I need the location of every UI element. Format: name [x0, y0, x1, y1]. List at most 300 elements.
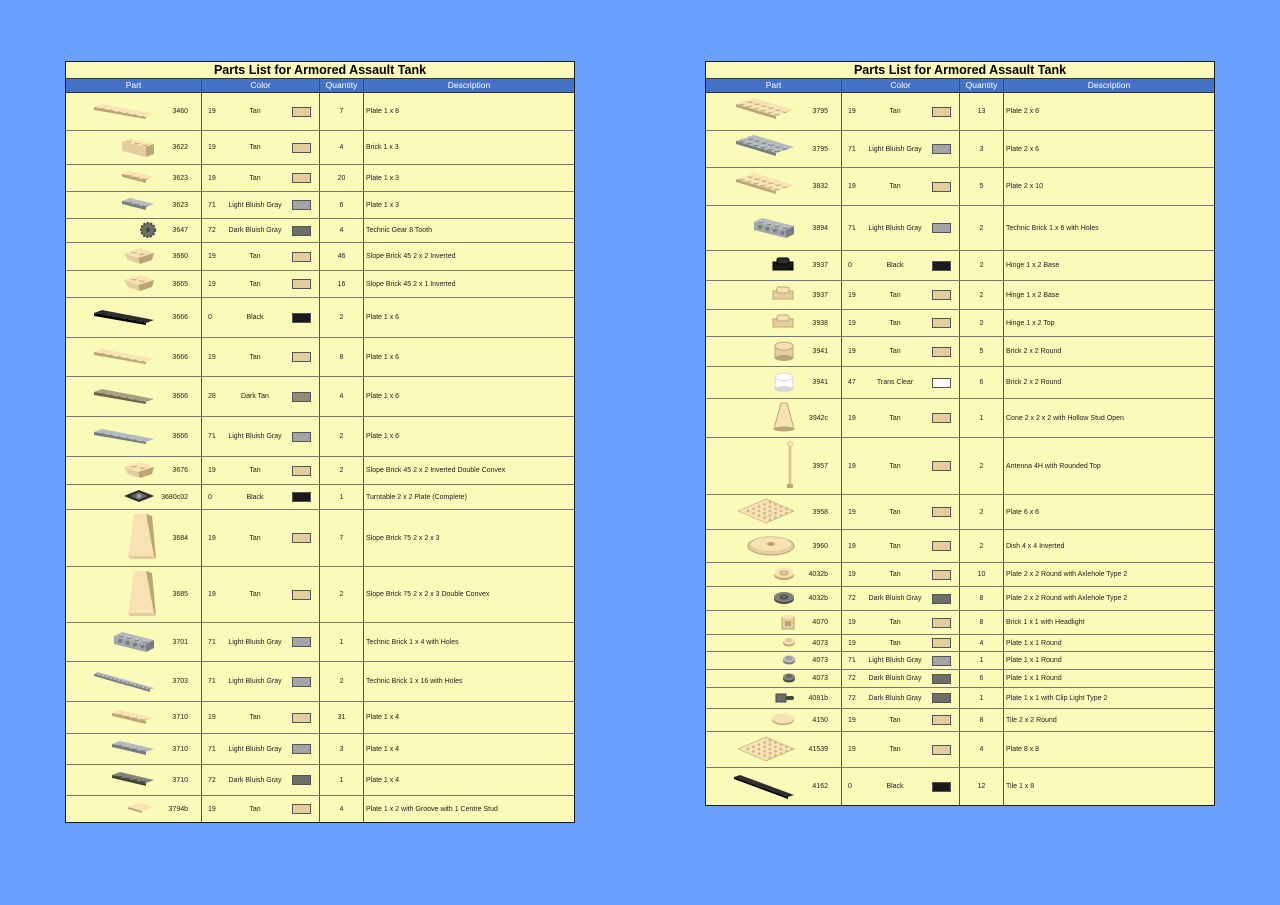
color-name: Tan — [889, 508, 901, 516]
quantity-cell: 4 — [960, 732, 1004, 767]
part-cell — [706, 337, 842, 366]
color-cell — [202, 298, 320, 337]
table-row — [706, 670, 1214, 688]
color-cell — [202, 734, 320, 764]
table-row — [706, 168, 1214, 206]
color-swatch — [292, 173, 311, 183]
description-cell: Plate 1 x 6 — [366, 314, 400, 321]
color-name: Black — [246, 493, 264, 501]
part-image — [770, 256, 796, 276]
part-cell — [66, 623, 202, 661]
color-swatch — [292, 637, 311, 647]
part-image — [126, 569, 156, 621]
description-cell: Plate 1 x 4 — [366, 776, 400, 784]
color-swatch — [932, 715, 951, 725]
part-number: 3680c02 — [161, 493, 188, 501]
table-row — [66, 734, 574, 765]
part-thumbnail — [140, 222, 156, 238]
part-cell — [66, 567, 202, 622]
part-cell — [66, 765, 202, 795]
part-number: 4073 — [812, 639, 828, 647]
quantity-cell: 8 — [320, 338, 364, 376]
part-thumbnail — [112, 629, 156, 653]
quantity-cell: 2 — [960, 251, 1004, 280]
color-name: Black — [246, 314, 264, 321]
quantity-cell: 1 — [960, 652, 1004, 669]
part-cell — [66, 796, 202, 822]
quantity-cell: 1 — [320, 623, 364, 661]
color-code: 19 — [848, 746, 856, 753]
part-number: 4032b — [808, 595, 828, 602]
part-thumbnail — [772, 340, 796, 362]
part-image — [772, 590, 796, 608]
part-number: 3794b — [168, 805, 188, 813]
part-number: 4032b — [808, 571, 828, 578]
description-cell: Cone 2 x 2 x 2 with Hollow Stud Open — [1006, 414, 1124, 422]
color-cell — [842, 530, 960, 562]
description-cell: Plate 1 x 1 Round — [1006, 639, 1062, 647]
color-name: Light Bluish Gray — [228, 433, 282, 440]
table-row — [706, 563, 1214, 587]
part-thumbnail — [110, 709, 156, 725]
description-cell: Plate 2 x 2 Round with Axlehole Type 2 — [1006, 571, 1128, 578]
table-row — [66, 219, 574, 243]
color-name: Light Bluish Gray — [228, 745, 282, 753]
color-name: Tan — [889, 291, 901, 299]
sheet-title: Parts List for Armored Assault Tank — [706, 62, 1214, 79]
quantity-cell: 12 — [960, 768, 1004, 805]
quantity-cell: 1 — [960, 399, 1004, 437]
color-swatch — [932, 290, 951, 300]
description-cell: Technic Gear 8 Tooth — [366, 227, 433, 234]
parts-list-right — [705, 61, 1215, 806]
color-name: Tan — [249, 353, 261, 361]
part-image — [126, 802, 156, 816]
color-name: Tan — [249, 144, 261, 151]
part-number: 3623 — [172, 174, 188, 182]
color-code: 71 — [208, 433, 216, 440]
part-image — [92, 103, 156, 121]
quantity-cell: 3 — [960, 131, 1004, 167]
table-row — [706, 131, 1214, 168]
part-image — [122, 246, 156, 268]
quantity-cell: 1 — [320, 485, 364, 509]
color-cell — [202, 765, 320, 795]
description-cell: Plate 2 x 6 — [1006, 108, 1040, 115]
quantity-cell: 4 — [320, 131, 364, 164]
table-row — [706, 495, 1214, 530]
part-number: 3942c — [808, 414, 828, 422]
color-swatch — [932, 144, 951, 154]
quantity-cell: 13 — [960, 93, 1004, 130]
part-image — [770, 313, 796, 333]
color-swatch — [932, 261, 951, 271]
color-name: Light Bluish Gray — [228, 201, 282, 209]
part-image — [784, 440, 796, 492]
part-number: 3938 — [812, 319, 828, 327]
description-cell: Technic Brick 1 x 16 with Holes — [366, 678, 463, 685]
color-name: Black — [886, 783, 904, 790]
color-swatch — [932, 507, 951, 517]
part-thumbnail — [734, 133, 796, 163]
color-swatch — [292, 313, 311, 323]
part-number: 4150 — [812, 716, 828, 724]
part-number: 3701 — [172, 638, 188, 646]
part-cell — [66, 271, 202, 297]
color-cell — [842, 131, 960, 167]
color-name: Tan — [889, 108, 901, 115]
part-thumbnail — [120, 170, 156, 184]
part-cell — [66, 377, 202, 416]
table-header — [66, 79, 574, 93]
color-cell — [842, 670, 960, 687]
color-swatch — [292, 775, 311, 785]
description-cell: Brick 1 x 3 — [366, 144, 399, 151]
table-row — [706, 732, 1214, 768]
table-row — [706, 768, 1214, 805]
header-quantity: Quantity — [320, 79, 364, 92]
color-cell — [202, 93, 320, 130]
part-number: 3660 — [172, 253, 188, 260]
part-thumbnail — [126, 512, 156, 562]
quantity-cell: 6 — [960, 670, 1004, 687]
part-image — [126, 512, 156, 564]
part-image — [770, 285, 796, 305]
table-row — [66, 338, 574, 377]
part-image — [112, 629, 156, 655]
color-cell — [202, 192, 320, 218]
part-thumbnail — [770, 313, 796, 331]
description-cell: Plate 2 x 10 — [1006, 183, 1043, 190]
part-cell — [706, 168, 842, 205]
color-cell — [202, 662, 320, 701]
part-image — [140, 222, 156, 240]
color-name: Dark Bluish Gray — [228, 227, 282, 234]
table-row — [706, 337, 1214, 367]
color-swatch — [932, 461, 951, 471]
color-code: 19 — [848, 108, 856, 115]
quantity-cell: 2 — [320, 417, 364, 456]
color-cell — [202, 131, 320, 164]
color-name: Light Bluish Gray — [228, 678, 282, 685]
part-image — [122, 460, 156, 482]
color-swatch — [292, 392, 311, 402]
description-cell: Plate 1 x 6 — [366, 393, 400, 400]
color-swatch — [292, 804, 311, 814]
part-image — [92, 348, 156, 366]
color-code: 71 — [208, 678, 216, 685]
color-name: Tan — [889, 571, 901, 578]
color-swatch — [292, 590, 311, 600]
color-code: 72 — [848, 675, 856, 682]
color-code: 19 — [848, 183, 856, 190]
color-name: Tan — [889, 639, 901, 647]
color-name: Light Bluish Gray — [868, 145, 922, 153]
part-image — [752, 215, 796, 241]
part-thumbnail — [772, 590, 796, 606]
color-cell — [202, 377, 320, 416]
description-cell: Plate 1 x 8 — [366, 108, 400, 115]
part-number: 3666 — [172, 314, 188, 321]
color-name: Dark Bluish Gray — [868, 595, 922, 602]
color-name: Light Bluish Gray — [228, 638, 282, 646]
table-row — [706, 206, 1214, 251]
part-number: 3460 — [172, 108, 188, 115]
color-cell — [202, 485, 320, 509]
part-image — [110, 709, 156, 727]
part-cell — [706, 670, 842, 687]
color-swatch — [932, 745, 951, 755]
color-swatch — [932, 594, 951, 604]
part-cell — [706, 310, 842, 336]
description-cell: Plate 2 x 2 Round with Axlehole Type 2 — [1006, 595, 1128, 602]
color-cell — [842, 251, 960, 280]
part-image — [770, 712, 796, 728]
table-row — [66, 298, 574, 338]
part-image — [92, 309, 156, 327]
description-cell: Plate 1 x 3 — [366, 201, 400, 209]
color-swatch — [292, 744, 311, 754]
part-thumbnail — [92, 388, 156, 404]
color-cell — [202, 219, 320, 242]
part-number: 3710 — [172, 714, 188, 721]
part-cell — [66, 192, 202, 218]
part-cell — [66, 662, 202, 701]
part-cell — [706, 635, 842, 651]
part-thumbnail — [770, 256, 796, 274]
header-color: Color — [202, 79, 320, 92]
part-thumbnail — [92, 348, 156, 364]
header-part: Part — [66, 79, 202, 92]
table-row — [66, 243, 574, 271]
description-cell: Plate 8 x 8 — [1006, 746, 1040, 753]
part-thumbnail — [772, 371, 796, 393]
part-number: 3685 — [172, 591, 188, 598]
part-number: 3710 — [172, 776, 188, 784]
description-cell: Plate 6 x 6 — [1006, 508, 1040, 516]
part-cell — [706, 438, 842, 494]
color-cell — [842, 563, 960, 586]
table-row — [66, 165, 574, 192]
part-cell — [706, 206, 842, 250]
description-cell: Hinge 1 x 2 Base — [1006, 262, 1060, 269]
table-row — [706, 281, 1214, 310]
color-code: 19 — [208, 534, 216, 542]
quantity-cell: 4 — [320, 219, 364, 242]
part-number: 3937 — [812, 262, 828, 269]
part-number: 3795 — [812, 108, 828, 115]
color-swatch — [292, 200, 311, 210]
color-cell — [202, 510, 320, 566]
color-cell — [842, 611, 960, 634]
table-header — [706, 79, 1214, 93]
description-cell: Brick 2 x 2 Round — [1006, 348, 1062, 355]
color-cell — [202, 417, 320, 456]
part-thumbnail — [732, 773, 796, 799]
part-image — [122, 273, 156, 295]
part-number: 3623 — [172, 201, 188, 209]
part-image — [110, 740, 156, 758]
part-number: 3941 — [812, 348, 828, 355]
part-cell — [706, 709, 842, 731]
color-cell — [842, 93, 960, 130]
part-number: 3684 — [172, 534, 188, 542]
description-cell: Plate 1 x 3 — [366, 174, 400, 182]
color-swatch — [932, 182, 951, 192]
color-name: Dark Bluish Gray — [228, 776, 282, 784]
color-swatch — [292, 533, 311, 543]
part-thumbnail — [126, 569, 156, 619]
color-swatch — [932, 347, 951, 357]
description-cell: Plate 2 x 6 — [1006, 145, 1040, 153]
color-code: 72 — [848, 595, 856, 602]
description-cell: Plate 1 x 1 with Clip Light Type 2 — [1006, 694, 1108, 702]
part-cell — [706, 652, 842, 669]
quantity-cell: 1 — [320, 765, 364, 795]
color-name: Tan — [889, 319, 901, 327]
quantity-cell: 4 — [320, 796, 364, 822]
color-cell — [202, 623, 320, 661]
part-number: 3666 — [172, 393, 188, 400]
color-name: Tan — [889, 183, 901, 190]
description-cell: Brick 2 x 2 Round — [1006, 379, 1062, 386]
description-cell: Plate 1 x 1 Round — [1006, 675, 1062, 682]
quantity-cell: 31 — [320, 702, 364, 733]
color-name: Tan — [249, 805, 261, 813]
header-description: Description — [447, 80, 491, 90]
color-cell — [202, 567, 320, 622]
part-image — [772, 401, 796, 435]
part-image — [782, 654, 796, 668]
color-code: 71 — [208, 638, 216, 646]
part-image — [120, 135, 156, 161]
color-code: 0 — [208, 493, 212, 501]
part-thumbnail — [770, 285, 796, 303]
part-cell — [706, 688, 842, 708]
part-number: 3622 — [172, 144, 188, 151]
color-name: Black — [886, 262, 904, 269]
quantity-cell: 2 — [960, 206, 1004, 250]
description-cell: Technic Brick 1 x 4 with Holes — [366, 638, 459, 646]
part-cell — [706, 732, 842, 767]
part-image — [782, 672, 796, 686]
table-row — [706, 310, 1214, 337]
color-code: 19 — [848, 291, 856, 299]
description-cell: Plate 1 x 4 — [366, 745, 400, 753]
color-cell — [842, 768, 960, 805]
part-cell — [706, 768, 842, 805]
part-cell — [66, 734, 202, 764]
part-thumbnail — [734, 171, 796, 201]
color-cell — [842, 206, 960, 250]
color-code: 0 — [848, 262, 852, 269]
color-name: Tan — [249, 174, 261, 182]
table-row — [706, 611, 1214, 635]
color-name: Tan — [889, 414, 901, 422]
color-code: 71 — [848, 657, 856, 664]
color-swatch — [292, 107, 311, 117]
quantity-cell: 8 — [960, 611, 1004, 634]
quantity-cell: 6 — [320, 192, 364, 218]
color-cell — [842, 688, 960, 708]
quantity-cell: 5 — [960, 337, 1004, 366]
part-thumbnail — [734, 96, 796, 126]
part-cell — [66, 93, 202, 130]
description-cell: Tile 1 x 8 — [1006, 783, 1035, 790]
part-number: 3666 — [172, 353, 188, 361]
part-number: 3665 — [172, 280, 188, 288]
part-image — [774, 690, 796, 706]
part-cell — [66, 298, 202, 337]
part-thumbnail — [782, 636, 796, 648]
part-cell — [706, 399, 842, 437]
color-code: 28 — [208, 393, 216, 400]
color-code: 19 — [208, 144, 216, 151]
part-image — [746, 533, 796, 559]
header-color: Color — [842, 79, 960, 92]
table-row — [706, 688, 1214, 709]
color-swatch — [292, 279, 311, 289]
table-row — [706, 93, 1214, 131]
color-cell — [202, 702, 320, 733]
color-swatch — [292, 432, 311, 442]
color-swatch — [932, 674, 951, 684]
part-number: 3666 — [172, 433, 188, 440]
part-cell — [66, 702, 202, 733]
part-number: 3795 — [812, 145, 828, 153]
part-thumbnail — [122, 246, 156, 266]
color-name: Light Bluish Gray — [868, 657, 922, 664]
table-row — [66, 702, 574, 734]
color-name: Tan — [249, 280, 261, 288]
part-cell — [706, 563, 842, 586]
part-thumbnail — [770, 712, 796, 726]
description-cell: Hinge 1 x 2 Top — [1006, 319, 1055, 327]
part-number: 3710 — [172, 745, 188, 753]
part-image — [92, 428, 156, 446]
part-number: 4070 — [812, 619, 828, 626]
color-code: 72 — [208, 776, 216, 784]
part-thumbnail — [780, 613, 796, 631]
part-image — [782, 636, 796, 650]
color-swatch — [932, 378, 951, 388]
color-swatch — [932, 318, 951, 328]
table-row — [66, 510, 574, 567]
table-row — [66, 457, 574, 485]
table-row — [66, 131, 574, 165]
color-code: 71 — [848, 145, 856, 153]
color-code: 72 — [848, 694, 856, 702]
description-cell: Tile 2 x 2 Round — [1006, 716, 1057, 724]
quantity-cell: 2 — [320, 662, 364, 701]
part-number: 41539 — [808, 746, 828, 753]
part-number: 4081b — [808, 694, 828, 702]
color-code: 19 — [208, 108, 216, 115]
part-number: 4073 — [812, 657, 828, 664]
color-cell — [202, 165, 320, 191]
part-image — [780, 613, 796, 633]
table-row — [66, 377, 574, 417]
table-row — [706, 251, 1214, 281]
quantity-cell: 6 — [960, 367, 1004, 398]
description-cell: Slope Brick 75 2 x 2 x 3 Double Convex — [366, 591, 490, 598]
color-code: 19 — [208, 714, 216, 721]
quantity-cell: 1 — [960, 688, 1004, 708]
part-cell — [66, 243, 202, 270]
part-thumbnail — [736, 735, 796, 763]
part-image — [732, 773, 796, 801]
quantity-cell: 2 — [320, 298, 364, 337]
